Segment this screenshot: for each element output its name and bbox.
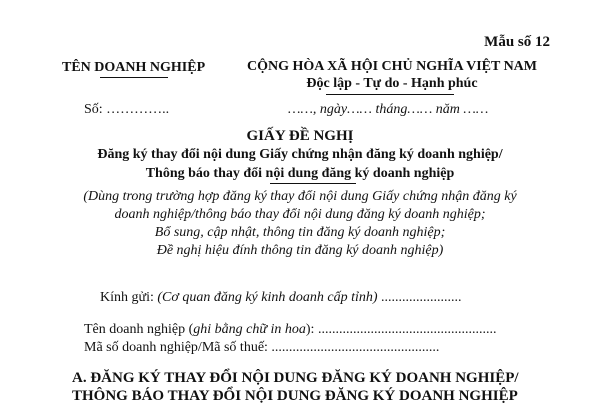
company-name-field xyxy=(84,322,496,338)
company-name-field-hint: ghi bằng chữ in hoa xyxy=(193,322,306,337)
recipient-label: Kính gửi: xyxy=(100,290,154,305)
document-subtitle-line-1: Đăng ký thay đổi nội dung Giấy chứng nhận đăng ký doanh nghiệp/ xyxy=(97,147,503,162)
recipient-line xyxy=(100,290,462,306)
section-a-heading-line-1: A. ĐĂNG KÝ THAY ĐỔI NỘI DUNG ĐĂNG KÝ DOANH NGHIỆP/ xyxy=(72,370,519,386)
document-title: GIẤY ĐỀ NGHỊ xyxy=(246,128,354,144)
document-number: Số: ………….. xyxy=(84,102,170,117)
company-name-field-label: Tên doanh nghiệp ( xyxy=(84,322,194,337)
subtitle-underline xyxy=(270,183,356,184)
usage-note-line: Đề nghị hiệu đính thông tin đăng ký doanh nghiệp) xyxy=(156,243,444,258)
document-subtitle-line-2: Thông báo thay đổi nội dung đăng ký doanh nghiệp xyxy=(145,166,455,181)
republic-heading: CỘNG HÒA XÃ HỘI CHỦ NGHĨA VIỆT NAM xyxy=(246,59,537,74)
section-a-heading-line-2: THÔNG BÁO THAY ĐỔI NỘI DUNG ĐĂNG KÝ DOANH NGHIỆP xyxy=(72,388,518,404)
date-line: ……, ngày…… tháng…… năm …… xyxy=(288,102,489,117)
company-name-label: TÊN DOANH NGHIỆP xyxy=(62,60,206,75)
recipient-value: (Cơ quan đăng ký kinh doanh cấp tỉnh) xyxy=(157,290,378,305)
company-name-field-dots: ): ................................................... xyxy=(305,322,497,337)
national-motto: Độc lập - Tự do - Hạnh phúc xyxy=(306,76,478,91)
company-underline xyxy=(100,77,168,78)
usage-note-line: doanh nghiệp/thông báo thay đổi nội dung đăng ký doanh nghiệp; xyxy=(114,207,486,222)
recipient-dots: ....................... xyxy=(377,290,462,305)
usage-note xyxy=(40,188,560,260)
usage-note-line: Bổ sung, cập nhật, thông tin đăng ký doanh nghiệp; xyxy=(154,225,446,240)
tax-code-field: Mã số doanh nghiệp/Mã số thuế: ................................................ xyxy=(84,340,440,355)
form-number: Mẫu số 12 xyxy=(484,34,550,50)
usage-note-line: (Dùng trong trường hợp đăng ký thay đổi nội dung Giấy chứng nhận đăng ký xyxy=(83,189,517,204)
motto-underline xyxy=(326,94,454,95)
